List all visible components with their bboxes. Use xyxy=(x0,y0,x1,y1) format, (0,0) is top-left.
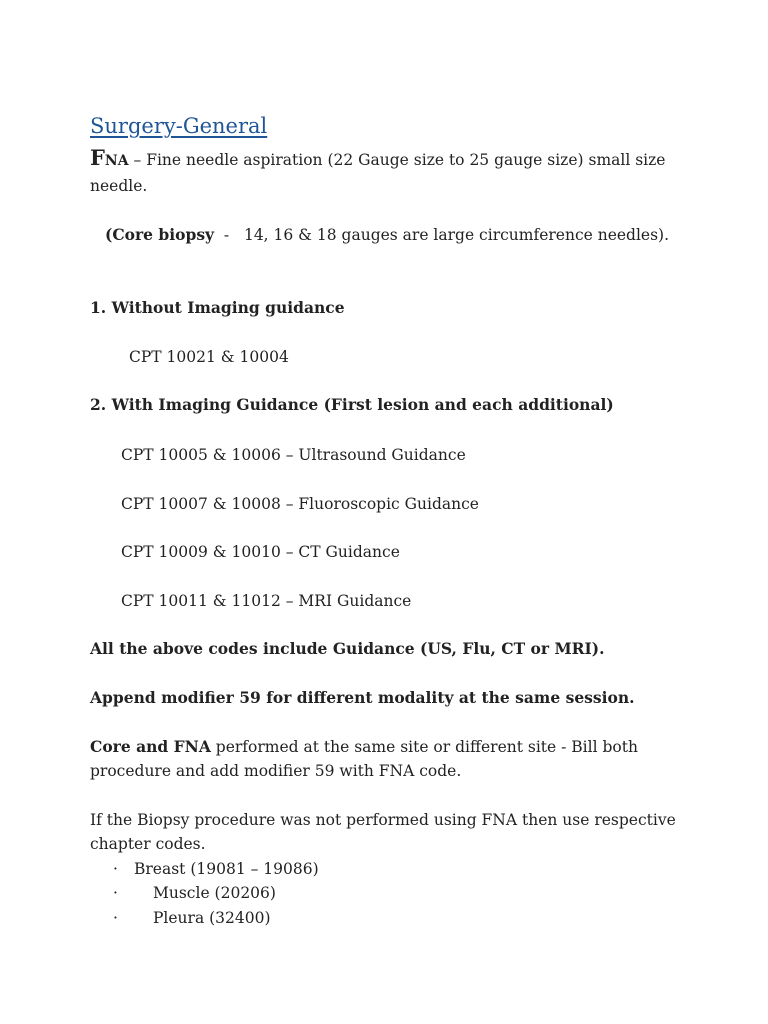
core-biopsy-label: (Core biopsy xyxy=(105,225,215,244)
bullet-muscle-mark: · xyxy=(113,884,118,902)
fna-definition-line-1 xyxy=(90,145,666,171)
section-2-code-ct: CPT 10009 & 10010 – CT Guidance xyxy=(121,543,400,561)
bullet-pleura-text: Pleura (32400) xyxy=(153,909,271,927)
fna-definition-text: – Fine needle aspiration (22 Gauge size to 25 gauge size) small size xyxy=(128,151,666,169)
core-fna-line-1 xyxy=(90,737,638,757)
bullet-breast-text: Breast (19081 – 19086) xyxy=(134,860,319,878)
section-1-heading: 1. Without Imaging guidance xyxy=(90,298,345,317)
core-fna-label: Core and FNA xyxy=(90,737,211,756)
core-biopsy-text: 14, 16 & 18 gauges are large circumference needles). xyxy=(243,226,670,244)
bullet-pleura-mark: · xyxy=(113,909,118,927)
core-biopsy-separator: - xyxy=(214,226,244,244)
biopsy-note-line-1: If the Biopsy procedure was not performed using FNA then use respective xyxy=(90,811,676,829)
biopsy-note-line-2: chapter codes. xyxy=(90,835,206,853)
fna-initial: F xyxy=(90,145,105,170)
bullet-breast-mark: · xyxy=(113,860,118,878)
section-2-code-mri: CPT 10011 & 11012 – MRI Guidance xyxy=(121,592,412,610)
section-2-code-fluoroscopic: CPT 10007 & 10008 – Fluoroscopic Guidance xyxy=(121,495,479,513)
core-biopsy-line xyxy=(105,225,669,245)
section-2-heading: 2. With Imaging Guidance (First lesion and each additional) xyxy=(90,395,614,414)
bullet-muscle-text: Muscle (20206) xyxy=(153,884,276,902)
core-fna-text: performed at the same site or different site - Bill both xyxy=(210,738,638,756)
fna-definition-line-2: needle. xyxy=(90,177,148,195)
guidance-note: All the above codes include Guidance (US, Flu, CT or MRI). xyxy=(90,639,605,658)
section-1-code: CPT 10021 & 10004 xyxy=(129,348,289,366)
section-2-code-ultrasound: CPT 10005 & 10006 – Ultrasound Guidance xyxy=(121,446,466,464)
core-fna-line-2: procedure and add modifier 59 with FNA code. xyxy=(90,762,462,780)
modifier-note: Append modifier 59 for different modality at the same session. xyxy=(90,688,635,707)
fna-rest: NA xyxy=(104,153,129,169)
page-title: Surgery-General xyxy=(90,114,268,138)
